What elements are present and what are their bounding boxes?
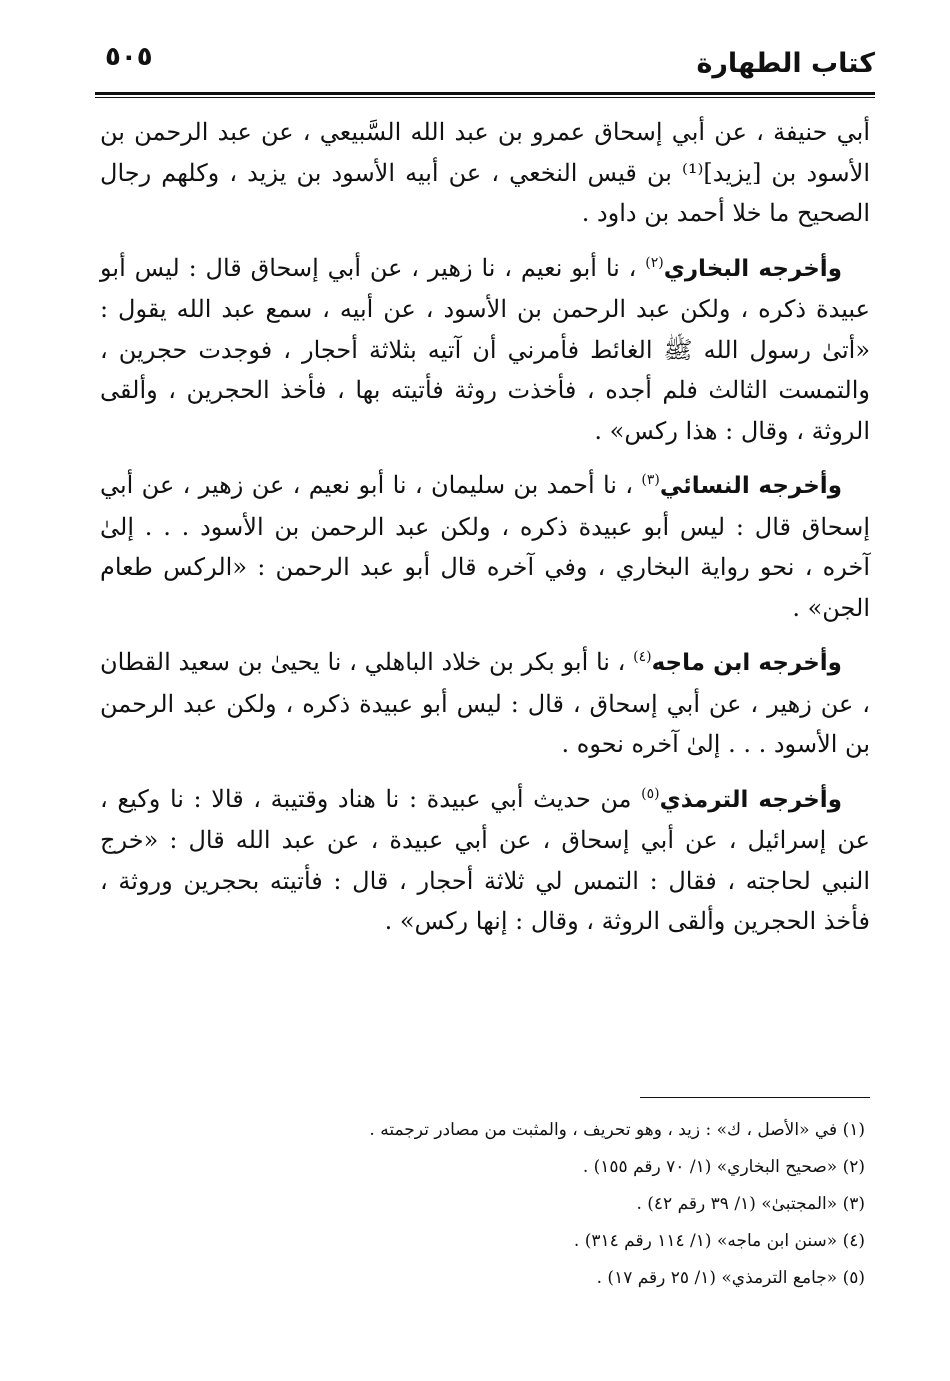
header-rule xyxy=(95,92,875,95)
footnote-ref-4: (٤) xyxy=(633,649,652,665)
paragraph-5 xyxy=(100,779,870,942)
footnote-ref-3: (٣) xyxy=(641,472,660,488)
paragraph-4-text: ، نا أبو بكر بن خلاد الباهلي ، نا يحيىٰ بن سعيد القطان ، عن زهير ، عن أبي إسحاق ، قال : ليس أبو عبيدة ذكره ، ولكن عبد الرحمن بن الأسود . . . إلىٰ آخره نحوه . xyxy=(100,648,870,758)
main-text xyxy=(100,112,870,956)
paragraph-2-text: ، نا أبو نعيم ، نا زهير ، عن أبي إسحاق قال : ليس أبو عبيدة ذكره ، ولكن عبد الرحمن بن الأسود ، عن أبيه ، سمع عبد الله يقول : «أتىٰ رسول الله ﷺ الغائط فأمرني أن آتيه بثلاثة أحجار ، فوجدت حجرين ، والتمست الثالث فلم أجده ، فأخذت روثة فأتيته بها ، فأخذ الحجرين ، وألقى الروثة ، وقال : هذا ركس» . xyxy=(100,253,870,445)
footnote-ref-5: (٥) xyxy=(641,785,660,802)
book-title: كتاب الطهارة xyxy=(696,48,875,79)
footnote-separator xyxy=(640,1097,870,1098)
paragraph-3 xyxy=(100,465,870,628)
paragraph-5-lead: وأخرجه الترمذي xyxy=(659,786,842,813)
footnote-1: (١) في «الأصل ، ك» : زيد ، وهو تحريف ، والمثبت من مصادر ترجمته . xyxy=(369,1120,865,1140)
paragraph-2-lead: وأخرجه البخاري xyxy=(663,255,842,282)
footnote-5: (٥) «جامع الترمذي» (١/ ٢٥ رقم ١٧) . xyxy=(596,1268,865,1288)
paragraph-5-text: من حديث أبي عبيدة : نا هناد وقتيبة ، قالا : نا وكيع ، عن إسرائيل ، عن أبي إسحاق ، عن أبي عبيدة ، عن عبد الله قال : «خرج النبي لحاجته ، فقال : التمس لي ثلاثة أحجار ، قال : فأتيته بحجرين وروثة ، فأخذ الحجرين وألقى الروثة ، وقال : إنها ركس» . xyxy=(100,784,870,935)
page-header xyxy=(95,40,875,98)
header-rule-thin xyxy=(95,97,875,98)
paragraph-4-lead: وأخرجه ابن ماجه xyxy=(651,650,842,676)
paragraph-2 xyxy=(100,248,870,452)
paragraph-3-text: ، نا أحمد بن سليمان ، نا أبو نعيم ، عن زهير ، عن أبي إسحاق قال : ليس أبو عبيدة ذكره ، ولكن عبد الرحمن بن الأسود . . . إلىٰ آخره ، نحو رواية البخاري ، وفي آخره قال أبو عبد الرحمن : «الركس طعام الجن» . xyxy=(100,471,870,622)
page-number: ٥٠٥ xyxy=(105,42,153,72)
footnote-ref-2: (٢) xyxy=(645,254,664,271)
footnote-4: (٤) «سنن ابن ماجه» (١/ ١١٤ رقم ٣١٤) . xyxy=(573,1231,865,1251)
paragraph-3-lead: وأخرجه النسائي xyxy=(659,473,842,499)
footnote-2: (٢) «صحيح البخاري» (١/ ٧٠ رقم ١٥٥) . xyxy=(582,1157,865,1177)
footnotes xyxy=(100,1112,865,1297)
paragraph-1: أبي حنيفة ، عن أبي إسحاق عمرو بن عبد الله السَّبيعي ، عن عبد الرحمن بن الأسود بن [يزيد]⁽¹⁾ بن قيس النخعي ، عن أبيه الأسود بن يزيد ، وكلهم رجال الصحيح ما خلا أحمد بن داود . xyxy=(100,118,870,227)
paragraph-4 xyxy=(100,642,870,765)
footnote-3: (٣) «المجتبىٰ» (١/ ٣٩ رقم ٤٢) . xyxy=(636,1194,865,1214)
